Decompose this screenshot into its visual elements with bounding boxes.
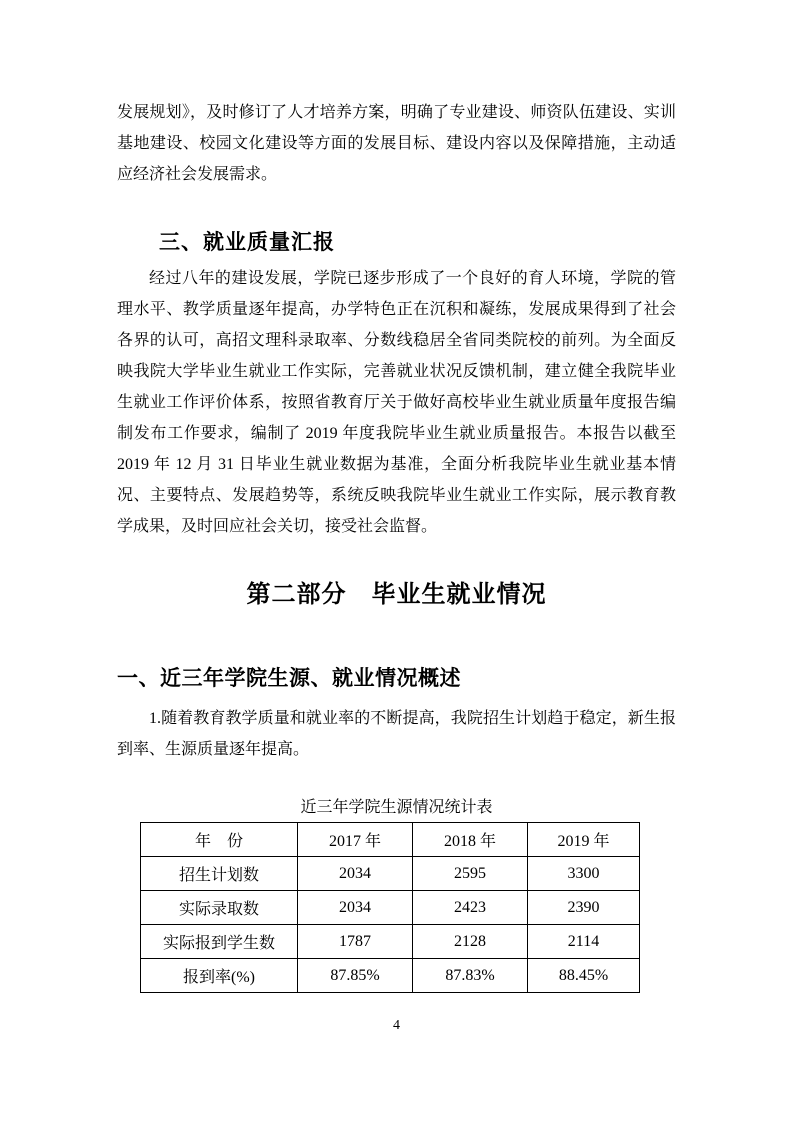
- paragraph-enrollment-overview: 1.随着教育教学质量和就业率的不断提高，我院招生计划趋于稳定，新生报到率、生源质量逐年提高。: [117, 710, 676, 758]
- cell-admitted-2017: 2034: [298, 891, 413, 925]
- row-label: 实际报到学生数: [141, 925, 298, 959]
- table-row-registration-rate: [141, 959, 640, 993]
- part2-title: 第二部分 毕业生就业情况: [246, 582, 547, 608]
- cell-registered-2017: 1787: [298, 925, 413, 959]
- table-header-2018: 2018 年: [413, 823, 528, 857]
- table-caption: 近三年学院生源情况统计表: [300, 799, 493, 816]
- page-content: [117, 0, 676, 993]
- cell-admitted-2019: 2390: [528, 891, 640, 925]
- row-label: 实际录取数: [141, 891, 298, 925]
- heading-three-year-overview: 一、近三年学院生源、就业情况概述: [117, 667, 461, 690]
- table-row-actual-admitted: [141, 891, 640, 925]
- cell-admitted-2018: 2423: [413, 891, 528, 925]
- table-header-2017: 2017 年: [298, 823, 413, 857]
- enrollment-stats-table: [140, 822, 640, 993]
- cell-rate-2019: 88.45%: [528, 959, 640, 993]
- page-number: 4: [393, 1018, 400, 1033]
- cell-planned-2018: 2595: [413, 857, 528, 891]
- table-row-actual-registered: [141, 925, 640, 959]
- cell-registered-2018: 2128: [413, 925, 528, 959]
- table-header-year-label: 年 份: [141, 823, 298, 857]
- paragraph-employment-quality-body: 经过八年的建设发展，学院已逐步形成了一个良好的育人环境，学院的管理水平、教学质量逐年提高，办学特色正在沉积和凝练，发展成果得到了社会各界的认可，高招文理科录取率、分数线稳居全省同类院校的前列。为全面反映我院大学毕业生就业工作实际，完善就业状况反馈机制，建立健全我院毕业生就业工作评价体系，按照省教育厅关于做好高校毕业生就业质量年度报告编制发布工作要求，编制了 2019 年度我院毕业生就业质量报告。本报告以截至 2019 年 12 月 31 日毕业生就业数据为基准，全面分析我院毕业生就业基本情况、主要特点、发展趋势等，系统反映我院毕业生就业工作实际，展示教育教学成果，及时回应社会关切，接受社会监督。: [117, 270, 676, 535]
- table-row-planned-enrollment: [141, 857, 640, 891]
- table-header-2019: 2019 年: [528, 823, 640, 857]
- cell-registered-2019: 2114: [528, 925, 640, 959]
- cell-rate-2017: 87.85%: [298, 959, 413, 993]
- row-label: 招生计划数: [141, 857, 298, 891]
- cell-rate-2018: 87.83%: [413, 959, 528, 993]
- cell-planned-2017: 2034: [298, 857, 413, 891]
- paragraph-development-plan: 发展规划》，及时修订了人才培养方案，明确了专业建设、师资队伍建设、实训基地建设、校园文化建设等方面的发展目标、建设内容以及保障措施，主动适应经济社会发展需求。: [117, 104, 676, 183]
- cell-planned-2019: 3300: [528, 857, 640, 891]
- row-label: 报到率(%): [141, 959, 298, 993]
- table-header-row: [141, 823, 640, 857]
- heading-employment-quality-report: 三、就业质量汇报: [159, 231, 335, 254]
